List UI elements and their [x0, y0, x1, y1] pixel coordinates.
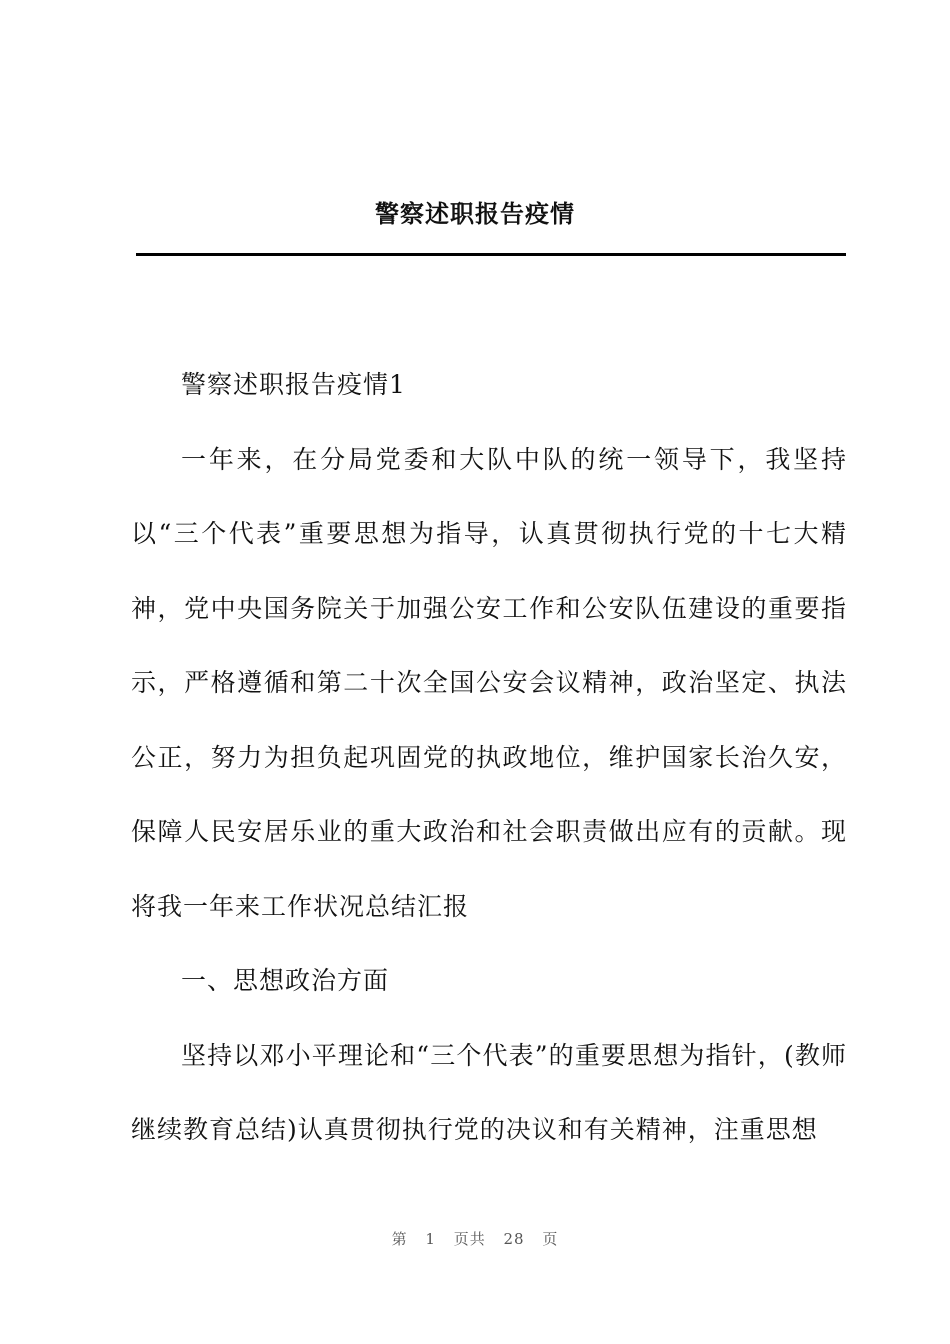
document-title: 警察述职报告疫情	[375, 200, 575, 228]
document-body	[131, 348, 847, 1168]
page-footer	[0, 1228, 950, 1249]
footer-prefix: 第	[391, 1230, 408, 1248]
subsection-heading: 一、思想政治方面	[181, 966, 390, 995]
footer-total-pages: 28	[503, 1230, 525, 1248]
footer-mid: 页共	[453, 1230, 486, 1248]
body-paragraph: 一年来，在分局党委和大队中队的统一领导下，我坚持以“三个代表”重要思想为指导，认真贯彻执行党的十七大精神，党中央国务院关于加强公安工作和公安队伍建设的重要指示，严格遵循和第二十次全国公安会议精神，政治坚定、执法公正，努力为担负起巩固党的执政地位，维护国家长治久安，保障人民安居乐业的重大政治和社会职责做出应有的贡献。现将我一年来工作状况总结汇报	[131, 444, 847, 921]
section-heading: 警察述职报告疫情1	[181, 370, 406, 399]
footer-suffix: 页	[542, 1230, 559, 1248]
footer-page-number: 1	[425, 1230, 436, 1248]
title-divider	[136, 253, 846, 256]
body-paragraph: 坚持以邓小平理论和“三个代表”的重要思想为指针，(教师继续教育总结)认真贯彻执行党的决议和有关精神，注重思想	[131, 1040, 847, 1144]
